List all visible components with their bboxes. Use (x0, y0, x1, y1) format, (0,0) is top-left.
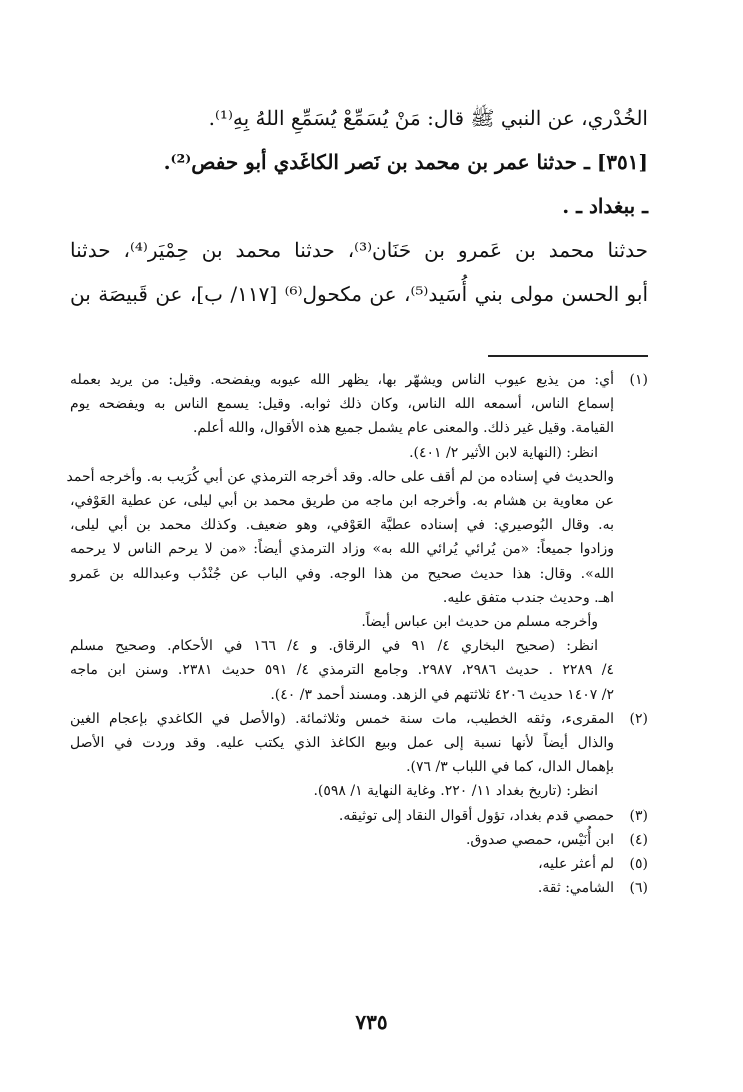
footnote-6: (٦)الشامي: ثقة. (70, 876, 648, 900)
main-line-5: أبو الحسن مولى بني أُسَيد⁽⁵⁾، عن مكحول⁽⁶⁾ [١١٧/ ب]، عن قَبيصَة بن (70, 282, 649, 306)
footnote-2-line: والذال أيضاً لأنها نسبة إلى عمل وبيع الكاغذ الذي يكتب عليه. وقد وردت في الأصل (70, 735, 614, 752)
page-number: ٧٣٥ (355, 1010, 388, 1034)
footnote-2-line: بإهمال الدال، كما في اللباب ٣/ ٧٦). (406, 759, 614, 776)
footnote-1-line: انظر: (صحيح البخاري ٤/ ٩١ في الرقاق. و ٤/ ١٦٦ في الأحكام. وصحيح مسلم (70, 638, 599, 655)
footnote-separator (488, 355, 648, 357)
footnote-1-line: إسماع الناس، أسمعه الله الناس، وكان ذلك ثوابه. وقيل: يسمع الناس به ويفضحه يوم (70, 396, 614, 413)
footnote-1-line: ٢/ ١٤٠٧ حديث ٤٢٠٦ ثلاثتهم في الزهد. ومسند أحمد ٣/ ٤٠). (270, 686, 614, 703)
footnote-number: (٦) (629, 880, 648, 897)
place-note: ـ ببغداد ـ . (562, 194, 648, 218)
footnote-1-line: والحديث في إسناده من لم أقف على حاله. وقد أخرجه الترمذي عن أبي كُرَيب به. وأخرجه أحمد (66, 468, 614, 485)
footnote-1-line: وزادوا جميعاً: «من يُرائي يُرائي الله به» وزاد الترمذي أيضاً: «من لا يرحم الناس لا يرحمه (70, 541, 614, 558)
footnote-2-line: انظر: (تاريخ بغداد ١١/ ٢٢٠. وغاية النهاية ١/ ٥٩٨). (313, 783, 598, 800)
hadith-heading: [٣٥١] ـ حدثنا عمر بن محمد بن نَصر الكاغَدي أبو حفص⁽²⁾. (163, 150, 648, 174)
footnote-number: (٥) (629, 856, 648, 873)
footnote-1-line: (١)أي: من يذيع عيوب الناس ويشهّر بها، يظهر الله عيوبه ويفضحه. وقيل: من يريد بعمله (70, 368, 648, 392)
footnote-number: (٤) (629, 831, 648, 848)
footnote-1-line: اهـ. وحديث جندب متفق عليه. (442, 589, 614, 606)
footnote-1-line: ٤/ ٢٢٨٩ . حديث ٢٩٨٦، ٢٩٨٧. وجامع الترمذي ٤/ ٥٩١ حديث ٢٣٨١. وسنن ابن ماجه (70, 662, 615, 679)
footnote-3: (٣)حمصي قدم بغداد، تؤول أقوال النقاد إلى توثيقه. (70, 804, 648, 828)
footnote-1-line: القيامة. وقيل غير ذلك. والمعنى عام يشمل جميع هذه الأقوال، والله أعلم. (192, 420, 614, 437)
footnote-1-line: وأخرجه مسلم من حديث ابن عباس أيضاً. (361, 614, 598, 631)
footnotes (66, 368, 648, 900)
footnote-number: (١) (629, 372, 648, 388)
footnote-1-line: عن معاوية بن هشام به. وأخرجه ابن ماجه من طريق محمد بن أبي ليلى، عن عطية العَوْفي، (70, 493, 614, 510)
footnote-4: (٤)ابن أُنَيْس، حمصي صدوق. (70, 828, 648, 852)
footnote-2-line: (٢)المقرىء، وثقه الخطيب، مات سنة خمس وثلاثمائة. (والأصل في الكاغدي بإعجام الغين (70, 707, 648, 731)
main-line-4: حدثنا محمد بن عَمرو بن حَنَان⁽³⁾، حدثنا محمد بن حِمْيَر⁽⁴⁾، حدثنا (70, 238, 649, 262)
footnote-1-line: انظر: (النهاية لابن الأثير ٢/ ٤٠١). (409, 444, 598, 461)
footnote-number: (٣) (629, 807, 648, 824)
footnote-5: (٥)لم أعثر عليه، (70, 852, 648, 876)
main-text (70, 96, 648, 316)
footnote-number: (٢) (629, 710, 648, 727)
main-line-1: الخُدْري، عن النبي ﷺ قال: مَنْ يُسَمِّعْ يُسَمِّعِ اللهُ بِهِ⁽¹⁾. (208, 106, 648, 130)
footnote-1-line: الله». وقال: هذا حديث صحيح من هذا الوجه. وفي الباب عن جُنْدُب وعبدالله بن عَمرو (70, 565, 614, 582)
footnote-1-line: به. وقال البُوصيري: في إسناده عطيَّة العَوْفي، وهو ضعيف. وكذلك محمد بن أبي ليلى، (70, 517, 614, 534)
